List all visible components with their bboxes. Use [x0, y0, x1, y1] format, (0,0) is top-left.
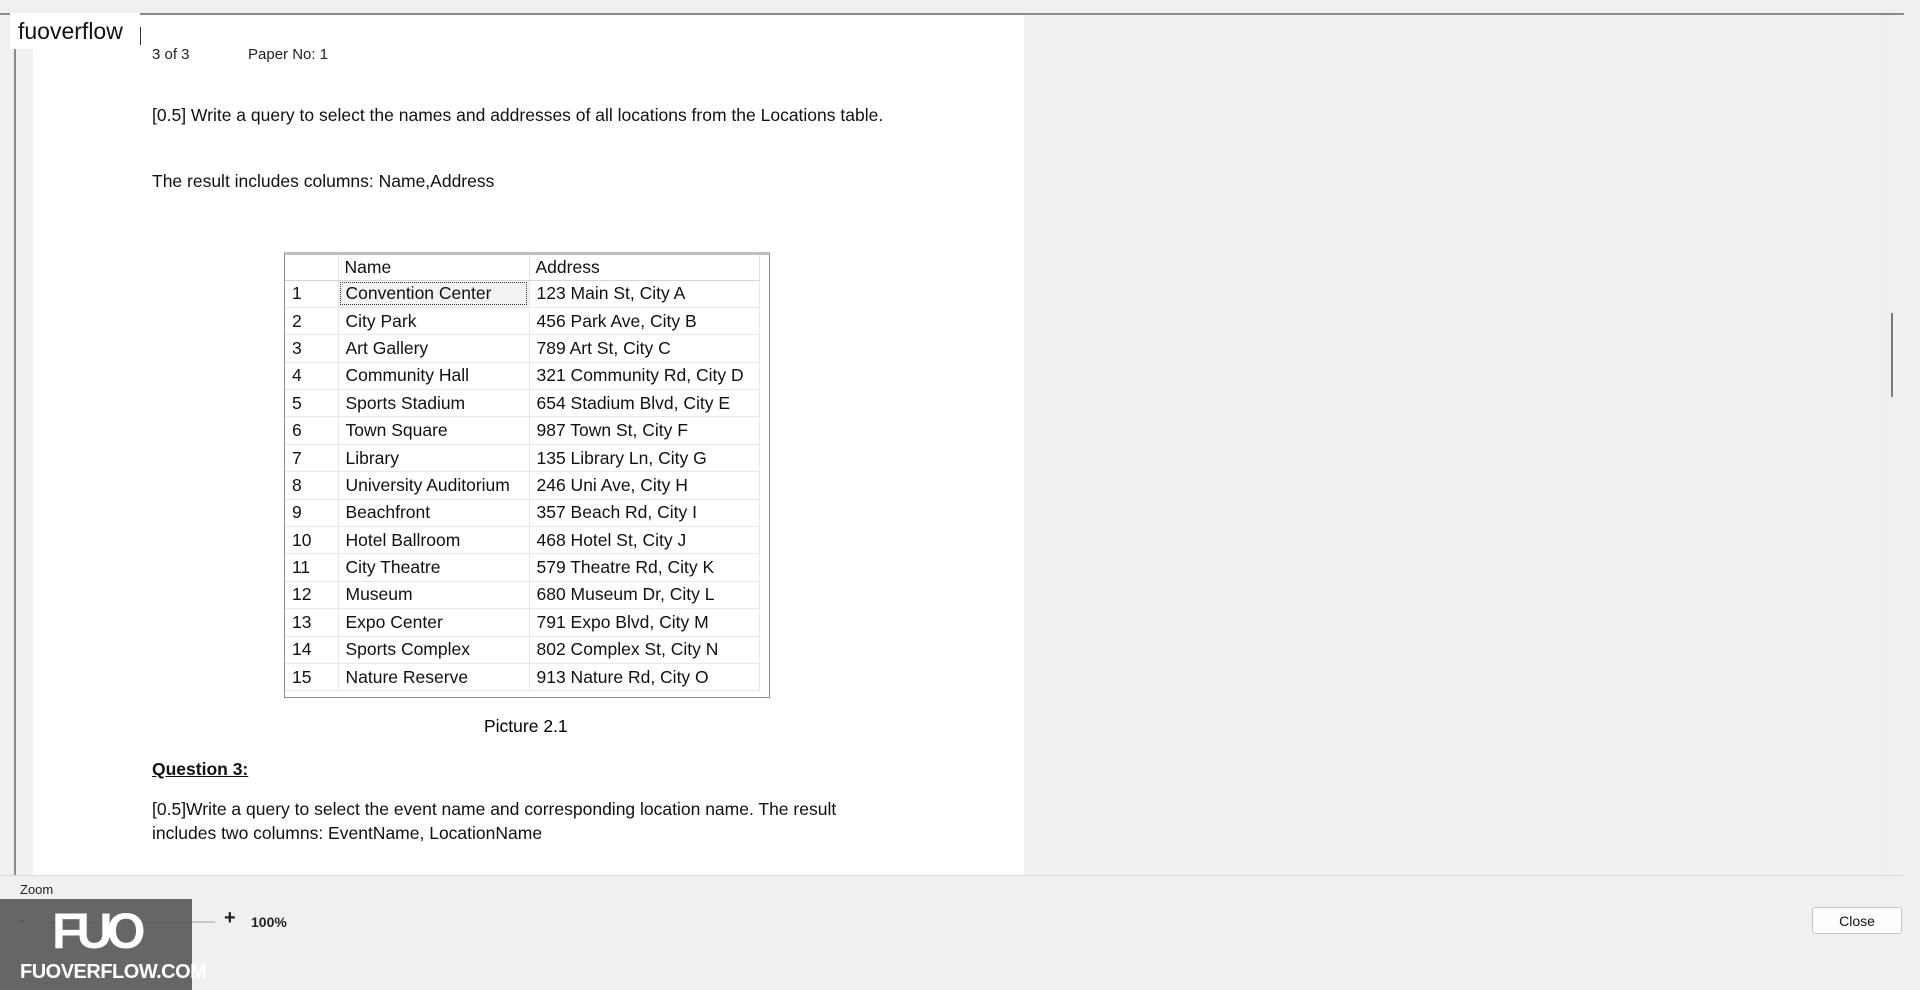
row-number-cell[interactable]: 6: [285, 417, 338, 444]
name-cell[interactable]: Sports Complex: [338, 636, 529, 663]
address-cell[interactable]: 246 Uni Ave, City H: [529, 472, 759, 499]
address-cell[interactable]: 791 Expo Blvd, City M: [529, 609, 759, 636]
picture-caption: Picture 2.1: [484, 716, 568, 736]
close-button[interactable]: Close: [1812, 907, 1902, 934]
logo-site-text: FUOVERFLOW.COM: [20, 961, 207, 983]
table-row[interactable]: [285, 472, 759, 499]
result-grid: [284, 252, 770, 698]
row-number-cell[interactable]: 4: [285, 362, 338, 389]
row-number-cell[interactable]: 15: [285, 663, 338, 690]
address-cell[interactable]: 321 Community Rd, City D: [529, 362, 759, 389]
name-cell[interactable]: City Park: [338, 307, 529, 334]
name-cell[interactable]: Expo Center: [338, 609, 529, 636]
table-row[interactable]: [285, 609, 759, 636]
row-number-cell[interactable]: 3: [285, 335, 338, 362]
question-3-text: [0.5]Write a query to select the event name and corresponding location name. The result includes two columns: EventName, LocationName: [152, 799, 837, 843]
address-cell[interactable]: 456 Park Ave, City B: [529, 307, 759, 334]
address-cell[interactable]: 135 Library Ln, City G: [529, 444, 759, 471]
name-cell[interactable]: Art Gallery: [338, 335, 529, 362]
address-cell[interactable]: 654 Stadium Blvd, City E: [529, 390, 759, 417]
zoom-label: Zoom: [20, 882, 54, 897]
name-column-header: Name: [338, 255, 529, 280]
table-row[interactable]: [285, 417, 759, 444]
zoom-value: 100%: [251, 914, 287, 930]
address-cell[interactable]: 680 Museum Dr, City L: [529, 581, 759, 608]
row-number-cell[interactable]: 9: [285, 499, 338, 526]
table-row[interactable]: [285, 280, 759, 307]
row-number-cell[interactable]: 5: [285, 390, 338, 417]
table-row[interactable]: [285, 527, 759, 554]
name-cell[interactable]: Library: [338, 444, 529, 471]
address-cell[interactable]: 579 Theatre Rd, City K: [529, 554, 759, 581]
row-number-cell[interactable]: 13: [285, 609, 338, 636]
row-number-cell[interactable]: 12: [285, 581, 338, 608]
vertical-scrollbar[interactable]: [1880, 15, 1892, 875]
result-columns-text: The result includes columns: Name,Address: [152, 171, 495, 191]
zoom-in-button[interactable]: +: [224, 907, 236, 929]
name-cell[interactable]: Town Square: [338, 417, 529, 444]
table-row[interactable]: [285, 499, 759, 526]
table-row[interactable]: [285, 390, 759, 417]
name-cell[interactable]: Beachfront: [338, 499, 529, 526]
paper-number: Paper No: 1: [248, 46, 329, 63]
row-number-cell[interactable]: 8: [285, 472, 338, 499]
name-cell[interactable]: Convention Center: [338, 280, 529, 307]
address-cell[interactable]: 913 Nature Rd, City O: [529, 663, 759, 690]
watermark-logo: [0, 899, 207, 990]
name-cell[interactable]: Nature Reserve: [338, 663, 529, 690]
viewer-left-border: [14, 15, 16, 875]
name-cell[interactable]: University Auditorium: [338, 472, 529, 499]
row-number-cell[interactable]: 2: [285, 307, 338, 334]
row-number-cell[interactable]: 10: [285, 527, 338, 554]
question-text: [0.5] Write a query to select the names and addresses of all locations from the Locations table.: [152, 105, 884, 125]
brand-tab: fuoverflow: [10, 13, 140, 49]
name-cell[interactable]: City Theatre: [338, 554, 529, 581]
table-row[interactable]: [285, 663, 759, 690]
address-cell[interactable]: 802 Complex St, City N: [529, 636, 759, 663]
question-3-heading: Question 3:: [152, 759, 249, 779]
name-cell[interactable]: Sports Stadium: [338, 390, 529, 417]
logo-mark: FUO: [52, 903, 140, 959]
address-cell[interactable]: 123 Main St, City A: [529, 280, 759, 307]
name-cell[interactable]: Community Hall: [338, 362, 529, 389]
table-body: [285, 280, 759, 691]
table-row[interactable]: [285, 554, 759, 581]
table-row[interactable]: [285, 581, 759, 608]
name-cell[interactable]: Museum: [338, 581, 529, 608]
result-table: [285, 255, 760, 691]
row-number-cell[interactable]: 1: [285, 280, 338, 307]
bottom-panel-divider: [0, 875, 1904, 876]
address-cell[interactable]: 357 Beach Rd, City I: [529, 499, 759, 526]
address-cell[interactable]: 468 Hotel St, City J: [529, 527, 759, 554]
address-cell[interactable]: 987 Town St, City F: [529, 417, 759, 444]
table-header-row: [285, 255, 759, 280]
table-row[interactable]: [285, 636, 759, 663]
address-column-header: Address: [529, 255, 759, 280]
address-cell[interactable]: 789 Art St, City C: [529, 335, 759, 362]
table-row[interactable]: [285, 362, 759, 389]
scrollbar-thumb[interactable]: [1891, 313, 1893, 397]
row-number-cell[interactable]: 7: [285, 444, 338, 471]
table-row[interactable]: [285, 444, 759, 471]
name-cell[interactable]: Hotel Ballroom: [338, 527, 529, 554]
table-row[interactable]: [285, 335, 759, 362]
table-row[interactable]: [285, 307, 759, 334]
row-number-header: [285, 255, 338, 280]
page-indicator: 3 of 3: [152, 46, 190, 63]
row-number-cell[interactable]: 11: [285, 554, 338, 581]
text-caret: [140, 27, 141, 45]
row-number-cell[interactable]: 14: [285, 636, 338, 663]
